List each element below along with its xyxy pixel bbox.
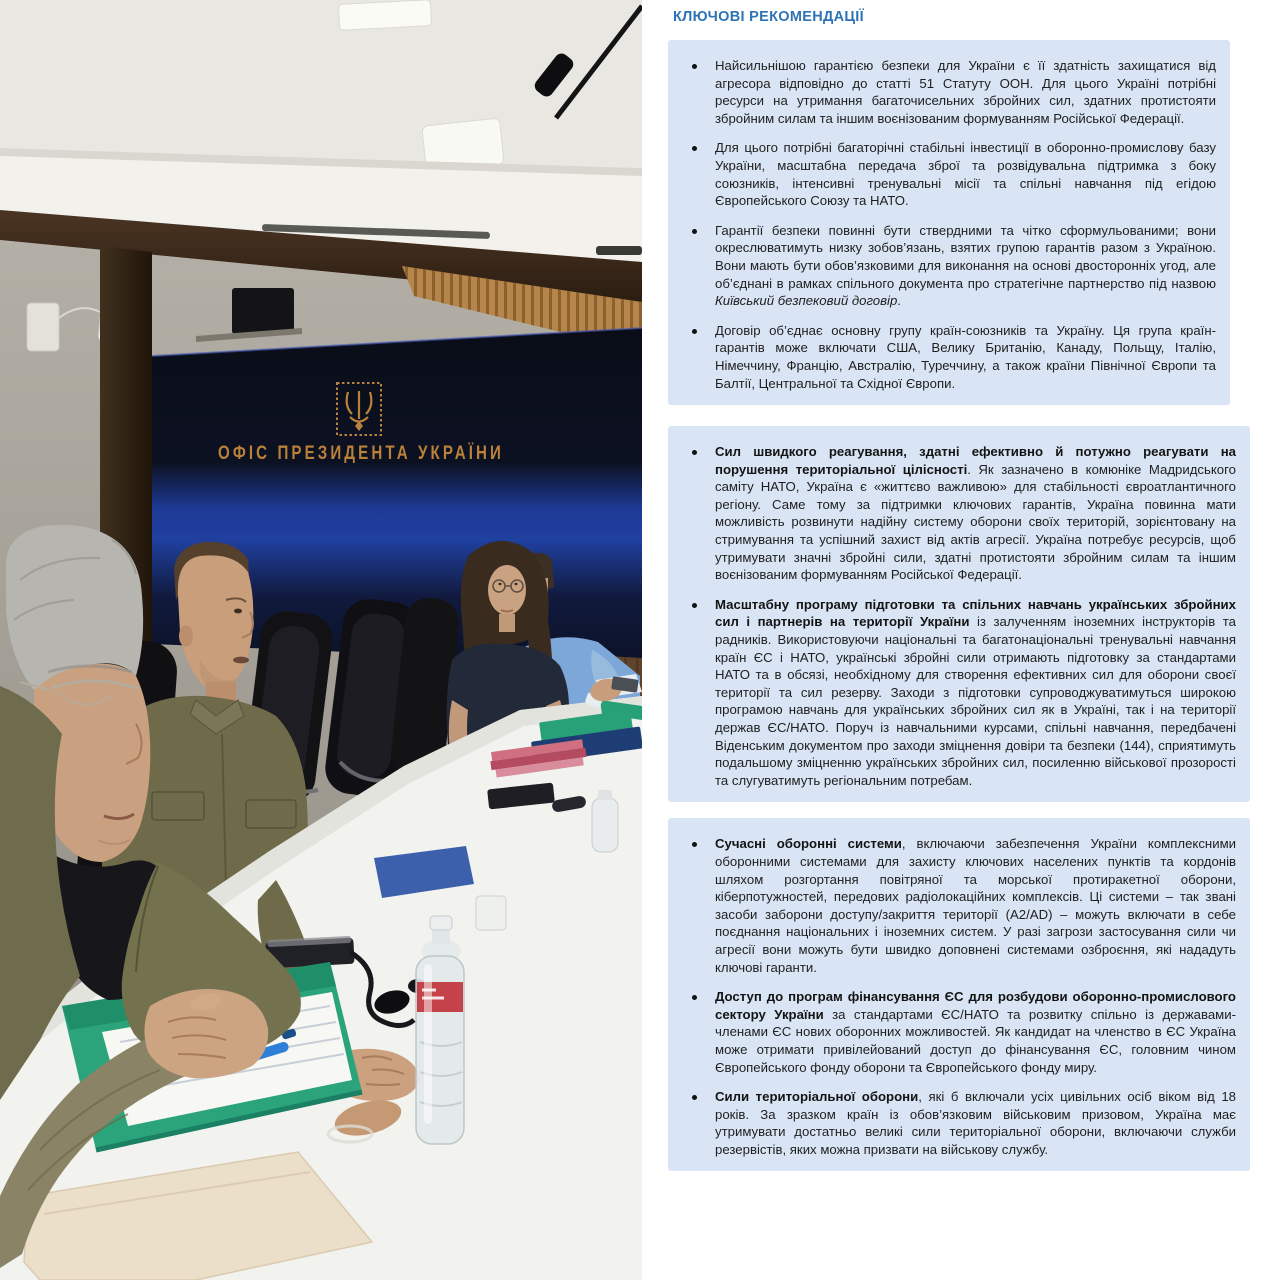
bullet-item: Доступ до програм фінансування ЄС для розбудови оборонно-промислового сектору України за стандартами ЄС/НАТО та розвитку спільно із державами-членами ЄС нових оборонних можливостей. Як кандидат на членство в ЄС Україна може отримати привілейований доступ до фінансування ЄС, головним чином Європейського фонду оборони та Європейського фонду миру.: [682, 988, 1236, 1076]
recommendation-box-1: [668, 40, 1230, 405]
bullet-list: [682, 57, 1216, 392]
bullet-item: Сучасні оборонні системи, включаючи забезпечення України комплексними оборонними системами для захисту ключових населених пунктів та кордонів шляхом розгортання повітряної та морської протиракетної оборони, кіберпотужностей, передових радіолокаційних комплексів. Ці системи – так звані засоби заборони доступу/закриття території (A2/AD) – можуть включати в себе поєднання національних і іноземних систем. У разі загрози застосування сили чи агресії вони можуть бути швидко доповнені системами озброєння, які нададуть ключові гаранти.: [682, 835, 1236, 976]
small-water-bottle: [592, 790, 618, 852]
bullet-item: Гарантії безпеки повинні бути ствердними та чітко сформульованими; вони окреслюватимуть низку зобов’язань, взятих групою гарантів разом з Україною. Вони мають бути обов’язковими для виконання на основі двосторонніх угод, але об’єднані в рамках спільного документа про стратегічне партнерство під назвою Київський безпековий договір.: [682, 222, 1216, 310]
bullet-bold-lead: Масштабну програму підготовки та спільних навчань українських збройних сил і партнерів на території України: [715, 596, 1236, 630]
recommendation-box-3: [668, 818, 1250, 1171]
bullet-item: Сил швидкого реагування, здатні ефективно й потужно реагувати на порушення територіальної цілісності. Як зазначено в комюніке Мадридського саміту НАТО, Україна є «життєво важливою» для стабільності євроатлантичного регіону. Саме тому за підтримки ключових гарантів, Україна повинна мати можливість розвинути надійну систему оборони своїх територій, зорієнтовану на стримування та успішний захист від актів агресії. Україна потребує ресурсів, щоб утримувати значні збройні сили, здатні протистояти збройним силам та іншим воєнізованим формуванням Російської Федерації.: [682, 443, 1236, 584]
recommendations-column: [668, 0, 1250, 1171]
bullet-item: Сили територіальної оборони, які б включали усіх цивільних осіб віком від 18 років. За зразком країн із обов’язковим військовим призовом, Україна має утримувати достатньо великі сили територіальної оборони, включаючи служби резервістів, яких можна призвати на військову службу.: [682, 1088, 1236, 1158]
bullet-item: Договір об’єднає основну групу країн-союзників та Україну. Ця група країн-гарантів може включати США, Велику Британію, Канаду, Польщу, Італію, Німеччину, Францію, Австралію, Туреччину, а також країни Північної Європи та Балтії, Центральної та Східної Європи.: [682, 322, 1216, 392]
bullet-item: Масштабну програму підготовки та спільних навчань українських збройних сил і партнерів на території України із залученням іноземних інструкторів та радників. Використовуючи національні та багатонаціональні тренувальні навчання країн ЄС і НАТО, українські збройні сили отримають підготовку за стандартами НАТО та в обсязі, необхідному для створення ефективних сил для оборони своєї території та сил резерву. Заходи з підготовки супроводжуватимуться широкою програмою навчань для українських збройних сил як в Україні, так і на території держав ЄС/НАТО. Поруч із навчальними курсами, спільні навчання, передбачені Віденським документом про заходи зміцнення довіри та безпеки (144), сприятимуть подальшому зміцненню українських збройних сил, посиленню військової прозорості та слугуватимуть регіональним потребам.: [682, 596, 1236, 790]
bullet-italic-term: Київський безпековий договір: [715, 293, 898, 309]
bullet-bold-lead: Сили територіальної оборони: [715, 1089, 919, 1105]
foreground-hands: [144, 989, 268, 1078]
bullet-bold-lead: Доступ до програм фінансування ЄС для розбудови оборонно-промислового сектору України: [715, 989, 1236, 1022]
bullet-list: [682, 835, 1236, 1158]
bullet-bold-lead: Сучасні оборонні системи: [715, 836, 902, 852]
drinking-glass: [476, 896, 506, 930]
bullet-item: Найсильнішою гарантією безпеки для України є її здатність захищатися від агресора відповідно до статті 51 Статуту ООН. Для цього Україні потрібні ресурси на утримання багаточисельних збройних сил, здатних протистояти збройним силам та іншим воєнізованим формуванням Російської Федерації.: [682, 57, 1216, 127]
bullet-bold-lead: Сил швидкого реагування, здатні ефективно й потужно реагувати на порушення територіальної цілісності: [715, 444, 1236, 477]
screen-sign-text: ОФІС ПРЕЗИДЕНТА УКРАЇНИ: [218, 442, 588, 464]
document-title: КЛЮЧОВІ РЕКОМЕНДАЦІЇ: [673, 9, 864, 25]
bullet-item: Для цього потрібні багаторічні стабільні інвестиції в оборонно-промислову базу України, масштабна передача зброї та розвідувальна підтримка з боку союзників, інтенсивні тренувальні місії та спільні навчання під егідою Європейського Союзу та НАТО.: [682, 139, 1216, 209]
recommendation-box-2: [668, 426, 1250, 802]
water-bottle: [416, 916, 464, 1144]
bullet-list: [682, 443, 1236, 789]
